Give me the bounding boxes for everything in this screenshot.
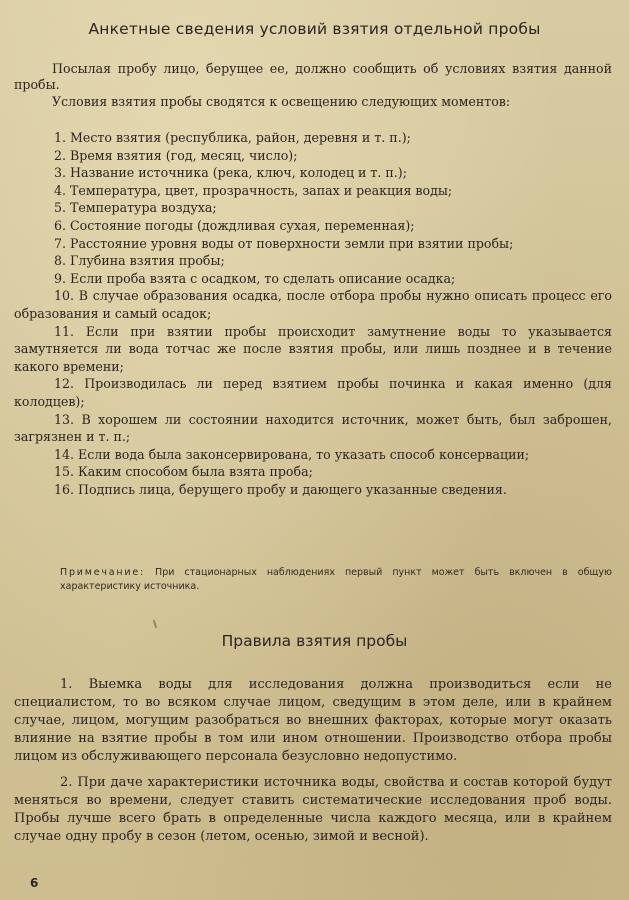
conditions-list [14,129,612,498]
rule-paragraph: 2. При даче характеристики источника воды, свойства и состав которой будут меняться во времени, следует ставить систематические исследования проб воды. Пробы лучше всего брать в определенные числа каждого месяца, или в крайнем случае одну пробу в сезон (летом, осенью, зимой и весной). [14,775,612,844]
list-item: 2. Время взятия (год, месяц, число); [54,147,298,163]
intro-paragraph: Посылая пробу лицо, берущее ее, должно сообщить об условиях взятия данной пробы. [14,61,612,93]
list-item: 6. Состояние погоды (дождливая сухая, переменная); [54,217,415,233]
rule-paragraph: 1. Выемка воды для исследования должна производиться если не специалистом, то во всяком случае лицом, сведущим в этом деле, или в крайнем случае, лицом, могущим разобраться во внешних факторах, которые могут оказать влияние на взятие пробы в том или ином отношении. Производство отбора пробы лицом из обслуживающего персонала безусловно недопустимо. [14,677,612,764]
intro-text [14,61,612,110]
list-item: 8. Глубина взятия пробы; [54,253,225,269]
list-item: 15. Каким способом была взята проба; [54,464,313,480]
section-title: Правила взятия пробы [221,632,408,650]
footnote [60,566,612,593]
list-item: 14. Если вода была законсервирована, то указать способ консервации; [54,446,530,462]
list-item: 1. Место взятия (республика, район, деревня и т. п.); [54,130,411,145]
page-title: Анкетные сведения условий взятия отдельной пробы [88,20,541,38]
list-item: 4. Температура, цвет, прозрачность, запах и реакция воды; [54,182,453,198]
intro-paragraph: Условия взятия пробы сводятся к освещению следующих моментов: [52,93,511,109]
list-item: 11. Если при взятии пробы происходит замутнение воды то указывается замутняется ли вода тотчас же после взятия пробы, или лишь позднее и в течение какого времени; [14,323,612,374]
page-number: 6 [30,876,39,890]
list-item: 3. Название источника (река, ключ, колодец и т. п.); [54,165,407,181]
list-item: 16. Подпись лица, берущего пробу и дающего указанные сведения. [54,481,507,497]
list-item: 12. Производилась ли перед взятием пробы починка и какая именно (для колодцев); [14,376,612,409]
list-item: 7. Расстояние уровня воды от поверхности земли при взятии пробы; [54,235,514,251]
note-text: При стационарных наблюдениях первый пункт может быть включен в общую характеристику источника. [60,567,612,592]
note-label: Примечание: [60,567,146,578]
list-item: 10. В случае образования осадка, после отбора пробы нужно описать процесс его образования и самый осадок; [14,288,612,321]
rules-text [14,676,612,846]
ink-mark [153,620,157,628]
list-item: 13. В хорошем ли состоянии находится источник, может быть, был заброшен, загрязнен и т. п.; [14,411,612,445]
list-item: 9. Если проба взята с осадком, то сделать описание осадка; [54,270,456,286]
list-item: 5. Температура воздуха; [54,200,217,216]
